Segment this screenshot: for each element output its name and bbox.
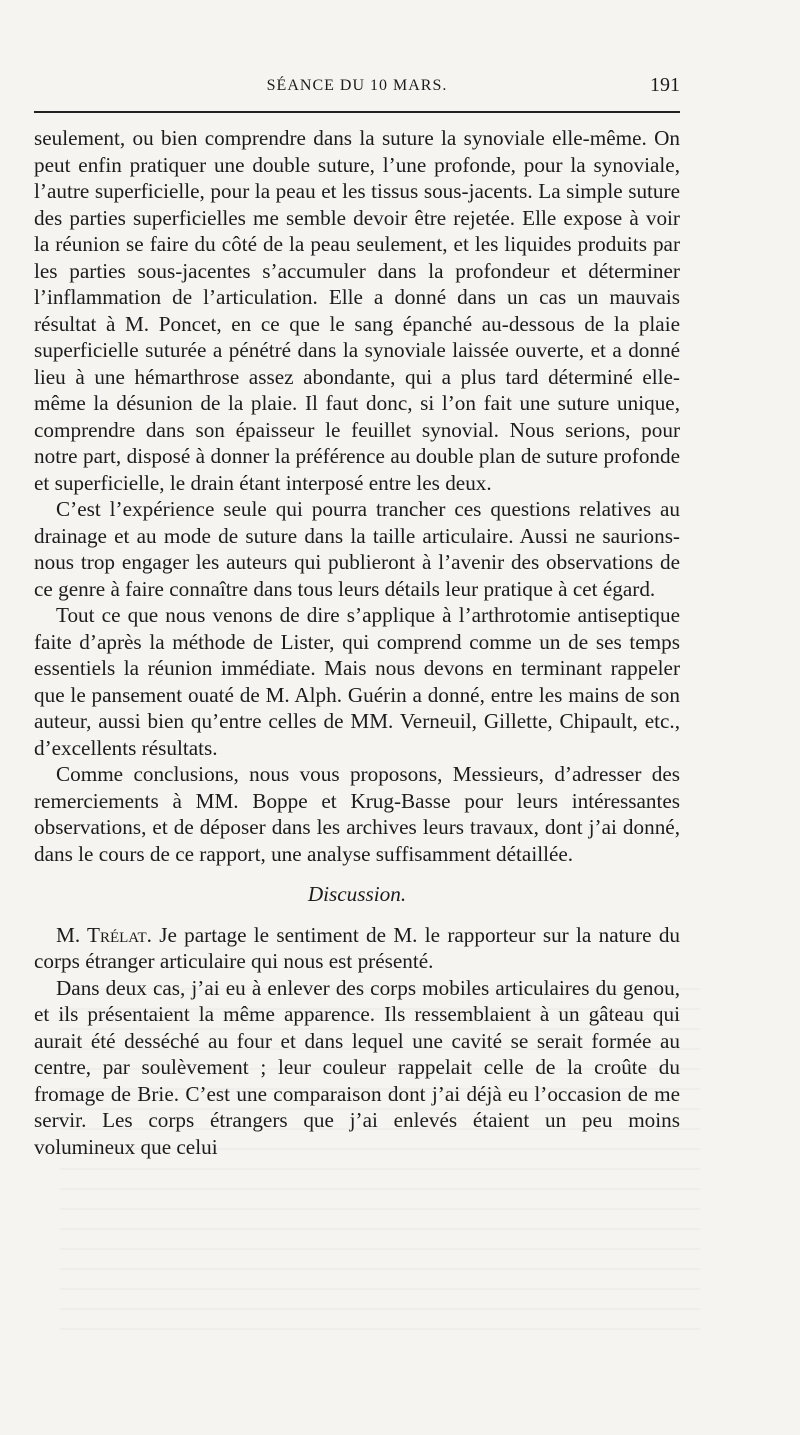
page-number: 191 <box>650 74 680 96</box>
paragraph: seulement, ou bien comprendre dans la suture la synoviale elle-même. On peut enfin pratiquer une double suture, l’une profonde, pour la synoviale, l’autre superficielle, pour la peau et les tissus sous-jacents. La simple suture des parties superficielles me semble devoir être rejetée. Elle expose à voir la réunion se faire du côté de la peau seulement, et les liquides produits par les parties sous-jacentes s’accumuler dans la profondeur et déterminer l’inflammation de l’articulation. Elle a donné dans un cas un mauvais résultat à M. Poncet, en ce que le sang épanché au-dessous de la plaie superficielle suturée a pénétré dans la synoviale laissée ouverte, et a donné lieu à une hémarthrose assez abondante, qui a plus tard déterminé elle-même la désunion de la plaie. Il faut donc, si l’on fait une suture unique, comprendre dans son épaisseur le feuillet synovial. Nous serions, pour notre part, disposé à donner la préférence au double plan de suture profonde et superficielle, le drain étant interposé entre les deux. <box>34 126 680 495</box>
header-rule <box>34 111 680 113</box>
speaker-name: M. Trélat. <box>56 922 152 947</box>
running-head: SÉANCE DU 10 MARS. <box>266 77 448 94</box>
section-heading: Discussion. <box>307 882 407 906</box>
speaker-text: Je partage le sentiment de M. le rapporteur sur la nature du corps étranger articulaire qui nous est présenté. <box>34 922 681 973</box>
page-header <box>34 74 680 100</box>
paragraph: Dans deux cas, j’ai eu à enlever des corps mobiles articulaires du genou, et ils présentaient la même apparence. Ils ressemblaient à un gâteau qui aurait été desséché au four et dans lequel une cavité se serait formée au centre, par soulèvement ; leur couleur rappelait celle de la croûte du fromage de Brie. C’est une comparaison dont j’ai déjà eu l’occasion de me servir. Les corps étrangers que j’ai enlevés étaient un peu moins volumineux que celui <box>34 975 680 1159</box>
paragraph: Tout ce que nous venons de dire s’applique à l’arthrotomie antiseptique faite d’après la méthode de Lister, qui comprend comme un de ses temps essentiels la réunion immédiate. Mais nous devons en terminant rappeler que le pansement ouaté de M. Alph. Guérin a donné, entre les mains de son auteur, aussi bien qu’entre celles de MM. Verneuil, Gillette, Chipault, etc., d’excellents résultats. <box>34 603 680 760</box>
body-text <box>34 125 680 1160</box>
paragraph: Comme conclusions, nous vous proposons, Messieurs, d’adresser des remerciements à MM. Boppe et Krug-Basse pour leurs intéressantes observations, et de déposer dans les archives leurs travaux, dont j’ai donné, dans le cours de ce rapport, une analyse suffisamment détaillée. <box>34 762 680 866</box>
paragraph: C’est l’expérience seule qui pourra trancher ces questions relatives au drainage et au mode de suture dans la taille articulaire. Aussi ne saurions-nous trop engager les auteurs qui publieront à l’avenir des observations de ce genre à faire connaître dans tous leurs détails leur pratique à cet égard. <box>34 497 680 601</box>
speaker-paragraph <box>34 922 680 975</box>
